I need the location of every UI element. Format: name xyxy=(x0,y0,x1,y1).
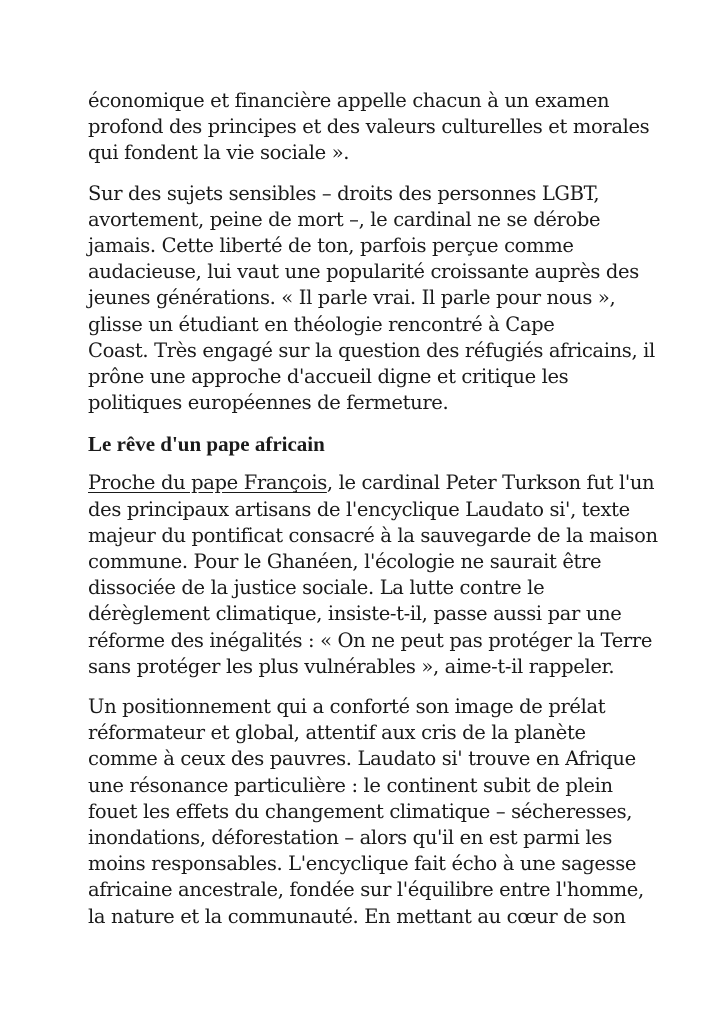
text-line: commune. Pour le Ghanéen, l'écologie ne saurait être xyxy=(88,550,602,574)
text-line: des principaux artisans de l'encyclique Laudato si', texte xyxy=(88,497,630,521)
text-line: une résonance particulière : le continent subit de plein xyxy=(88,773,613,797)
section-heading: Le rêve d'un pape africain xyxy=(88,432,325,457)
text-line: Coast. Très engagé sur la question des réfugiés africains, il xyxy=(88,338,655,362)
text-line: audacieuse, lui vaut une popularité croissante auprès des xyxy=(88,260,639,284)
text-line: inondations, déforestation – alors qu'il en est parmi les xyxy=(88,826,613,850)
text-line: africaine ancestrale, fondée sur l'équilibre entre l'homme, xyxy=(88,878,644,902)
text-line: majeur du pontificat consacré à la sauvegarde de la maison xyxy=(88,523,658,547)
text-line: réformateur et global, attentif aux cris de la planète xyxy=(88,721,586,745)
article-page xyxy=(88,88,658,944)
text-line: jamais. Cette liberté de ton, parfois perçue comme xyxy=(88,234,574,258)
text-line: glisse un étudiant en théologie rencontré à Cape xyxy=(88,312,555,336)
paragraph-2 xyxy=(88,181,655,417)
text-line: qui fondent la vie sociale ». xyxy=(88,141,350,165)
text-line: avortement, peine de mort –, le cardinal ne se dérobe xyxy=(88,207,601,231)
text-line: dissociée de la justice sociale. La lutte contre le xyxy=(88,576,545,600)
text-line: moins responsables. L'encyclique fait écho à une sagesse xyxy=(88,852,637,876)
text-line: sans protéger les plus vulnérables », aime-t-il rappeler. xyxy=(88,654,615,678)
text-line: la nature et la communauté. En mettant au cœur de son xyxy=(88,904,626,928)
text-line: dérèglement climatique, insiste-t-il, passe aussi par une xyxy=(88,602,622,626)
text-line: politiques européennes de fermeture. xyxy=(88,391,449,415)
text-line: jeunes générations. « Il parle vrai. Il parle pour nous », xyxy=(88,286,616,310)
text-line: réforme des inégalités : « On ne peut pas protéger la Terre xyxy=(88,628,653,652)
text-line: profond des principes et des valeurs culturelles et morales xyxy=(88,115,650,139)
paragraph-3 xyxy=(88,470,658,680)
text-line: économique et financière appelle chacun à un examen xyxy=(88,89,610,112)
text-line: Sur des sujets sensibles – droits des personnes LGBT, xyxy=(88,181,600,205)
text-line: fouet les effets du changement climatique – sécheresses, xyxy=(88,799,633,823)
text-line: Un positionnement qui a conforté son image de prélat xyxy=(88,695,606,719)
paragraph-1 xyxy=(88,88,648,167)
text-line xyxy=(88,470,655,496)
text-line: prône une approche d'accueil digne et critique les xyxy=(88,365,569,389)
text-segment: , le cardinal Peter Turkson fut l'un xyxy=(326,471,655,495)
pope-francis-link[interactable]: Proche du pape François xyxy=(88,471,327,495)
paragraph-4 xyxy=(88,694,648,930)
text-line: comme à ceux des pauvres. Laudato si' trouve en Afrique xyxy=(88,747,636,771)
